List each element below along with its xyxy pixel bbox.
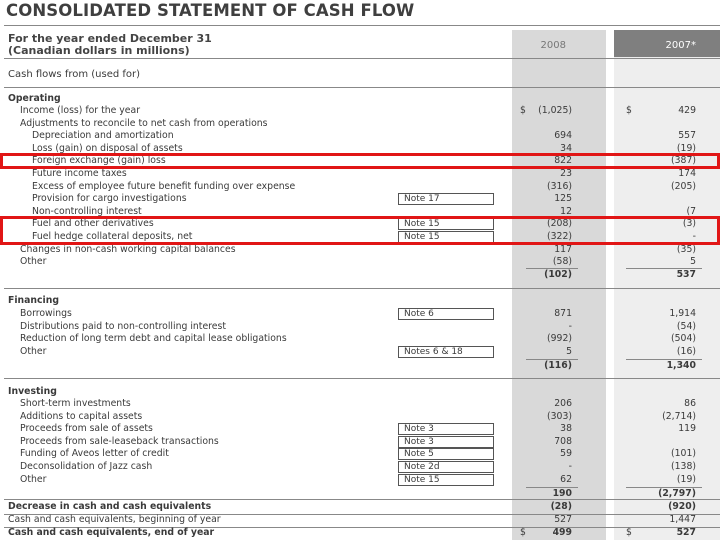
- summary-divider: [4, 499, 720, 500]
- value-2008: 5: [566, 345, 572, 357]
- financing-heading: Financing: [8, 295, 60, 306]
- row-label: Changes in non-cash working capital balances: [20, 243, 236, 255]
- value-2007: (504): [671, 333, 696, 345]
- value-2007: (7: [686, 205, 696, 217]
- row-label: Income (loss) for the year: [20, 105, 141, 116]
- table-row: [0, 448, 720, 460]
- value-2007: (920): [668, 501, 696, 512]
- value-2007: (205): [671, 180, 696, 192]
- table-row: [0, 168, 720, 180]
- value-2007: 1,340: [666, 360, 696, 371]
- value-2007: 1,914: [669, 308, 696, 319]
- value-2008: 206: [554, 398, 572, 409]
- value-2008: (102): [544, 269, 572, 280]
- table-row: [0, 333, 720, 345]
- value-2008: (58): [552, 256, 572, 268]
- value-2008: 23: [560, 168, 572, 179]
- value-2008: 527: [554, 514, 572, 525]
- table-row: [0, 436, 720, 448]
- value-2007: 86: [684, 398, 696, 409]
- value-2008: -: [568, 461, 572, 472]
- section-heading: [0, 93, 720, 105]
- table-row: [0, 398, 720, 410]
- value-2007: (35): [676, 243, 696, 255]
- currency-symbol-2007: $: [626, 105, 632, 116]
- table-row: [0, 181, 720, 193]
- note-reference: Note 3: [398, 436, 494, 448]
- summary-row: [0, 501, 720, 513]
- table-row: [0, 321, 720, 333]
- currency-symbol-2007: $: [626, 527, 632, 538]
- header-divider: [4, 58, 720, 59]
- row-label: Proceeds from sale of assets: [20, 423, 153, 435]
- row-label: Excess of employee future benefit funding over expense: [32, 180, 296, 192]
- summary-row: [0, 527, 720, 539]
- note-reference: Note 3: [398, 423, 494, 435]
- operating-heading: Operating: [8, 93, 61, 104]
- value-2007: 429: [678, 105, 696, 116]
- row-label: Short-term investments: [20, 398, 131, 409]
- value-2007: 5: [690, 256, 696, 268]
- value-2008: 708: [554, 435, 572, 447]
- section-heading: [0, 295, 720, 307]
- value-2008: (1,025): [538, 105, 572, 116]
- value-2007: (138): [671, 461, 696, 472]
- row-label: Other: [20, 345, 47, 357]
- value-2007: (3): [682, 218, 696, 230]
- row-label: Deconsolidation of Jazz cash: [20, 461, 153, 472]
- value-2007: (19): [676, 473, 696, 485]
- summary-row: [0, 514, 720, 526]
- currency-label: (Canadian dollars in millions): [8, 44, 190, 57]
- section-label: [0, 69, 720, 81]
- table-row: [0, 474, 720, 486]
- value-2008: 34: [560, 142, 572, 154]
- table-row: [0, 411, 720, 423]
- table-row: [0, 461, 720, 473]
- value-2008: 12: [560, 205, 572, 217]
- value-2007: 527: [676, 527, 696, 538]
- value-2007: (101): [671, 448, 696, 460]
- value-2007: (19): [676, 142, 696, 154]
- row-label: Decrease in cash and cash equivalents: [8, 501, 212, 512]
- section-divider: [4, 87, 720, 88]
- value-2008: 190: [552, 488, 572, 499]
- value-2007: 537: [676, 269, 696, 280]
- note-reference: Note 15: [398, 231, 494, 243]
- page-title: CONSOLIDATED STATEMENT OF CASH FLOW: [6, 1, 415, 20]
- value-2008: (992): [547, 333, 572, 345]
- value-2007: (16): [676, 345, 696, 357]
- period-label: For the year ended December 31: [8, 32, 212, 45]
- value-2007: 557: [678, 130, 696, 142]
- note-reference: Note 2d: [398, 461, 494, 473]
- row-label: Cash and cash equivalents, beginning of year: [8, 514, 221, 525]
- value-2007: 1,447: [669, 514, 696, 525]
- column-header-2008: 2008: [540, 40, 566, 51]
- subtotal-row: [0, 360, 720, 372]
- row-label: Borrowings: [20, 308, 72, 319]
- row-label: Fuel hedge collateral deposits, net: [32, 231, 193, 242]
- row-label: Other: [20, 256, 47, 268]
- value-2008: 871: [554, 308, 572, 319]
- row-label: Future income taxes: [32, 168, 127, 179]
- value-2008: (208): [547, 218, 572, 230]
- value-2008: (322): [547, 231, 572, 242]
- value-2008: (316): [547, 180, 572, 192]
- value-2007: -: [692, 231, 696, 242]
- row-label: Depreciation and amortization: [32, 130, 174, 142]
- currency-symbol-2008: $: [520, 527, 526, 538]
- cash-flows-label: Cash flows from (used for): [8, 69, 141, 80]
- value-2008: (28): [550, 501, 572, 512]
- value-2008: 117: [554, 243, 572, 255]
- row-label: Loss (gain) on disposal of assets: [32, 142, 183, 154]
- value-2008: -: [568, 320, 572, 332]
- table-row: [0, 193, 720, 205]
- row-label: Fuel and other derivatives: [32, 218, 154, 230]
- row-label: Other: [20, 473, 47, 485]
- column-header-2007: 2007*: [665, 40, 696, 51]
- row-label: Proceeds from sale-leaseback transactions: [20, 435, 219, 447]
- note-reference: Note 15: [398, 474, 494, 486]
- section-divider: [4, 288, 720, 289]
- row-label: Funding of Aveos letter of credit: [20, 448, 169, 460]
- row-label: Adjustments to reconcile to net cash from operations: [20, 117, 268, 129]
- value-2007: (2,714): [662, 410, 696, 422]
- value-2008: 62: [560, 473, 572, 485]
- value-2007: 119: [678, 423, 696, 435]
- table-row: [0, 423, 720, 435]
- investing-heading: Investing: [8, 386, 57, 397]
- value-2008: 125: [554, 193, 572, 205]
- row-label: Distributions paid to non-controlling interest: [20, 320, 226, 332]
- section-heading: [0, 386, 720, 398]
- value-2008: 694: [554, 130, 572, 142]
- row-label: Cash and cash equivalents, end of year: [8, 527, 215, 538]
- title-divider: [4, 25, 720, 26]
- value-2007: 174: [678, 168, 696, 179]
- value-2008: 38: [560, 423, 572, 435]
- table-row: [0, 105, 720, 117]
- currency-symbol-2008: $: [520, 105, 526, 116]
- table-row: [0, 346, 720, 358]
- value-2008: (303): [547, 410, 572, 422]
- table-row: [0, 256, 720, 268]
- value-2008: 499: [552, 527, 572, 538]
- row-label: Provision for cargo investigations: [32, 193, 187, 205]
- highlight-box-fuel-hedging: [0, 216, 720, 245]
- note-reference: Note 15: [398, 218, 494, 230]
- note-reference: Note 17: [398, 193, 494, 205]
- section-divider: [4, 378, 720, 379]
- note-reference: Note 6: [398, 308, 494, 320]
- table-row: [0, 308, 720, 320]
- note-reference: Note 5: [398, 448, 494, 460]
- value-2008: (116): [544, 360, 572, 371]
- value-2007: (54): [676, 320, 696, 332]
- subtotal-row: [0, 269, 720, 281]
- value-2007: (2,797): [658, 488, 696, 499]
- value-2008: 59: [560, 448, 572, 460]
- table-row: [0, 244, 720, 256]
- value-2008: 822: [554, 155, 572, 167]
- note-reference: Notes 6 & 18: [398, 346, 494, 358]
- row-label: Foreign exchange (gain) loss: [32, 155, 166, 167]
- row-label: Additions to capital assets: [20, 410, 143, 422]
- row-label: Reduction of long term debt and capital lease obligations: [20, 333, 287, 345]
- table-row: [0, 118, 720, 130]
- table-row: [0, 130, 720, 142]
- row-label: Non-controlling interest: [32, 205, 142, 217]
- highlight-box-foreign-exchange: [0, 153, 720, 169]
- value-2007: (387): [671, 155, 696, 167]
